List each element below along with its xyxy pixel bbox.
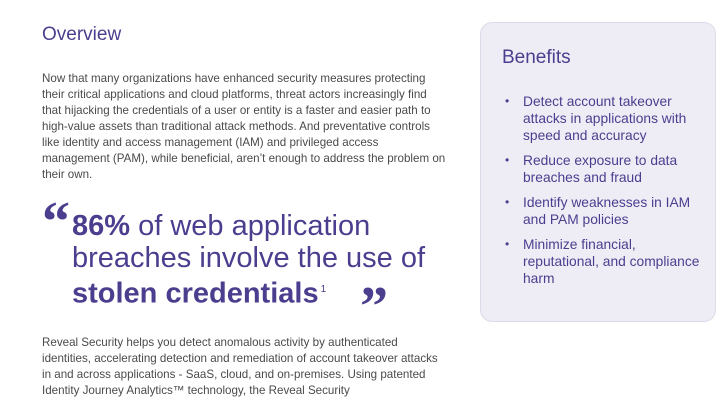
- quote-middle: of web application breaches involve the use of: [72, 210, 426, 274]
- close-quote-mark: ”: [360, 276, 388, 338]
- quote-stat: 86%: [72, 210, 131, 242]
- bullet-icon: •: [505, 94, 510, 108]
- benefit-text: Detect account takeover attacks in applications with speed and accuracy: [523, 94, 687, 143]
- bullet-icon: •: [505, 237, 510, 251]
- pull-quote: [42, 191, 442, 338]
- benefit-text: Reduce exposure to data breaches and fraud: [523, 153, 678, 185]
- bullet-icon: •: [505, 195, 510, 209]
- overview-heading: Overview: [42, 24, 122, 45]
- benefit-item: [503, 152, 703, 186]
- benefits-list: [503, 93, 703, 295]
- benefit-item: [503, 194, 703, 228]
- open-quote-mark: “: [42, 191, 70, 253]
- quote-emphasis: stolen credentials: [72, 277, 319, 310]
- benefit-item: [503, 236, 703, 287]
- reveal-paragraph: Reveal Security helps you detect anomalous activity by authenticated identities, accelerating detection and remediation of account takeover attacks in and across applications - SaaS, cloud, and on-premises. Using patented Identity Journey Analytics™ technology, the Reveal Security: [42, 336, 438, 397]
- quote-footnote: 1: [320, 284, 327, 295]
- benefits-heading: Benefits: [502, 47, 571, 68]
- benefit-text: Minimize financial, reputational, and compliance harm: [523, 237, 700, 286]
- overview-paragraph: Now that many organizations have enhanced security measures protecting their critical applications and cloud platforms, threat actors increasingly find that hijacking the credentials of a user or entity is a faster and easier path to high-value assets than traditional attack methods. And preventative controls like identity and access management (IAM) and privileged access management (PAM), while beneficial, aren’t enough to address the problem on their own.: [42, 72, 446, 181]
- bullet-icon: •: [505, 153, 510, 167]
- benefit-item: [503, 93, 703, 144]
- benefits-panel: [480, 22, 716, 322]
- benefit-text: Identify weaknesses in IAM and PAM policies: [523, 195, 691, 227]
